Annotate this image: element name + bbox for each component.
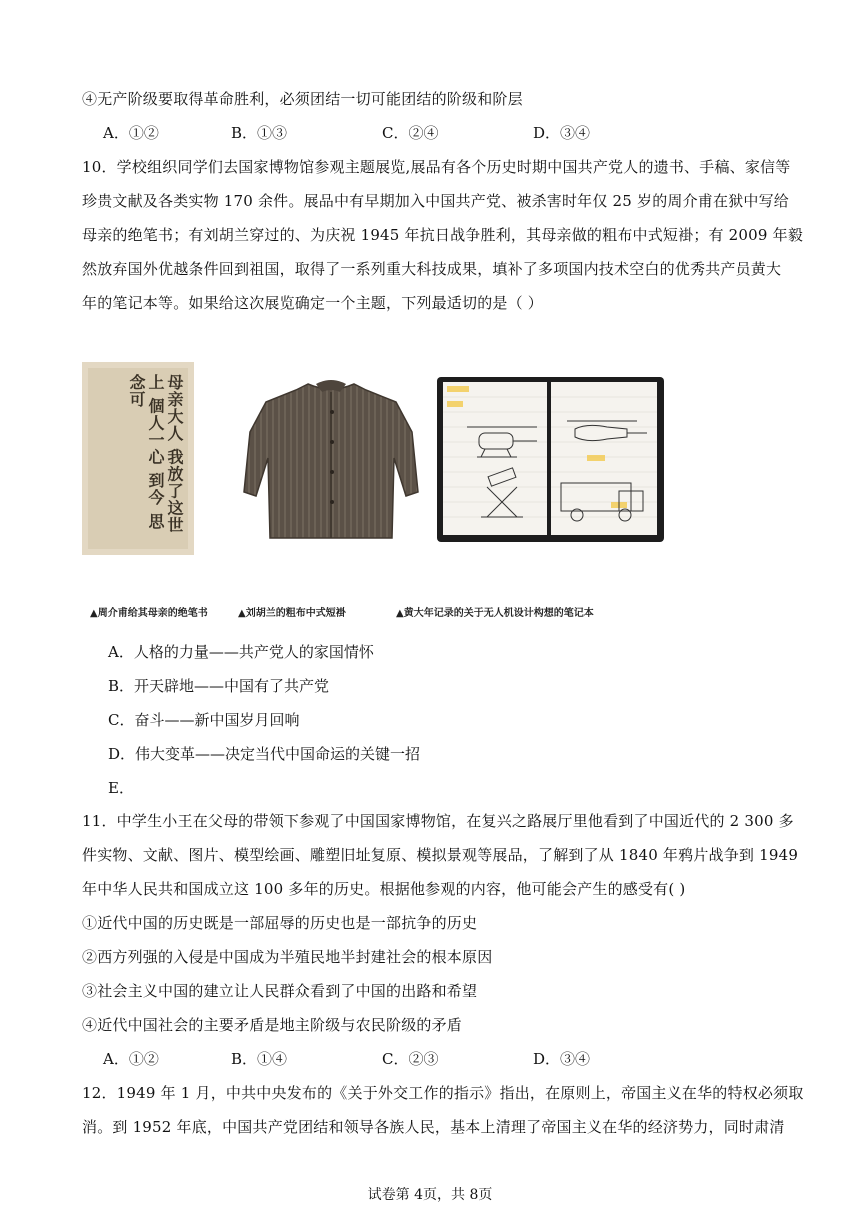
- notebook-photo: [437, 377, 664, 542]
- notebook-illustration: [437, 377, 664, 542]
- letter-photo: [82, 362, 194, 555]
- q10-text-2: 珍贵文献及各类实物 170 余件。展品中有早期加入中国共产党、被杀害时年仅 25 岁的周介甫在狱中写给: [82, 192, 789, 210]
- q9-statement-4: ④无产阶级要取得革命胜利，必须团结一切可能团结的阶级和阶层: [82, 90, 523, 108]
- jacket-illustration: [236, 362, 426, 550]
- q11-statement-3: ③社会主义中国的建立让人民群众看到了中国的出路和希望: [82, 982, 478, 1000]
- q11-option-c[interactable]: C．②③: [382, 1050, 439, 1068]
- q12-text-2: 消。到 1952 年底，中国共产党团结和领导各族人民，基本上清理了帝国主义在华的经济势力，同时肃清: [82, 1118, 785, 1136]
- q11-option-a[interactable]: A．①②: [103, 1050, 159, 1068]
- q10-option-a[interactable]: A．人格的力量——共产党人的家国情怀: [108, 643, 374, 661]
- q11-text-2: 件实物、文献、图片、模型绘画、雕塑旧址复原、模拟景观等展品，了解到了从 1840 年鸦片战争到 1949: [82, 846, 799, 864]
- q9-option-a[interactable]: A．①②: [103, 124, 159, 142]
- q9-option-d[interactable]: D．③④: [533, 124, 591, 142]
- q11-statement-2: ②西方列强的入侵是中国成为半殖民地半封建社会的根本原因: [82, 948, 493, 966]
- letter-paper: [88, 368, 188, 549]
- letter-calligraphy: 母亲大人 我放了这世上 個人一心 到今 思念可: [127, 374, 184, 534]
- q9-option-b[interactable]: B．①③: [231, 124, 288, 142]
- q10-option-b[interactable]: B．开天辟地——中国有了共产党: [108, 677, 330, 695]
- caption-letter: ▲周介甫给其母亲的绝笔书: [90, 608, 208, 619]
- q10-text-3: 母亲的绝笔书；有刘胡兰穿过的、为庆祝 1945 年抗日战争胜利，其母亲做的粗布中式短褂；有 2009 年毅: [82, 226, 804, 244]
- q11-statement-1: ①近代中国的历史既是一部屈辱的历史也是一部抗争的历史: [82, 914, 478, 932]
- caption-notebook: ▲黄大年记录的关于无人机设计构想的笔记本: [396, 608, 594, 619]
- q11-text-1: 11．中学生小王在父母的带领下参观了中国国家博物馆，在复兴之路展厅里他看到了中国近代的 2 300 多: [82, 812, 794, 830]
- q12-text-1: 12．1949 年 1 月，中共中央发布的《关于外交工作的指示》指出，在原则上，帝国主义在华的特权必须取: [82, 1084, 804, 1102]
- q9-option-c[interactable]: C．②④: [382, 124, 439, 142]
- q11-option-b[interactable]: B．①④: [231, 1050, 288, 1068]
- q11-text-3: 年中华人民共和国成立这 100 多年的历史。根据他参观的内容，他可能会产生的感受有( ): [82, 880, 686, 898]
- q10-option-e[interactable]: E．: [108, 779, 134, 797]
- q11-option-d[interactable]: D．③④: [533, 1050, 591, 1068]
- jacket-photo: [236, 362, 426, 550]
- q10-text-5: 年的笔记本等。如果给这次展览确定一个主题，下列最适切的是（ ）: [82, 294, 543, 312]
- q10-text-4: 然放弃国外优越条件回到祖国，取得了一系列重大科技成果，填补了多项国内技术空白的优秀共产员黄大: [82, 260, 782, 278]
- q10-text-1: 10．学校组织同学们去国家博物馆参观主题展览,展品有各个历史时期中国共产党人的遗书、手稿、家信等: [82, 158, 791, 176]
- q11-statement-4: ④近代中国社会的主要矛盾是地主阶级与农民阶级的矛盾: [82, 1016, 463, 1034]
- q10-option-d[interactable]: D．伟大变革——决定当代中国命运的关键一招: [108, 745, 421, 763]
- q10-option-c[interactable]: C．奋斗——新中国岁月回响: [108, 711, 300, 729]
- caption-jacket: ▲刘胡兰的粗布中式短褂: [238, 608, 346, 619]
- page-footer: 试卷第 4页，共 8页: [367, 1187, 493, 1203]
